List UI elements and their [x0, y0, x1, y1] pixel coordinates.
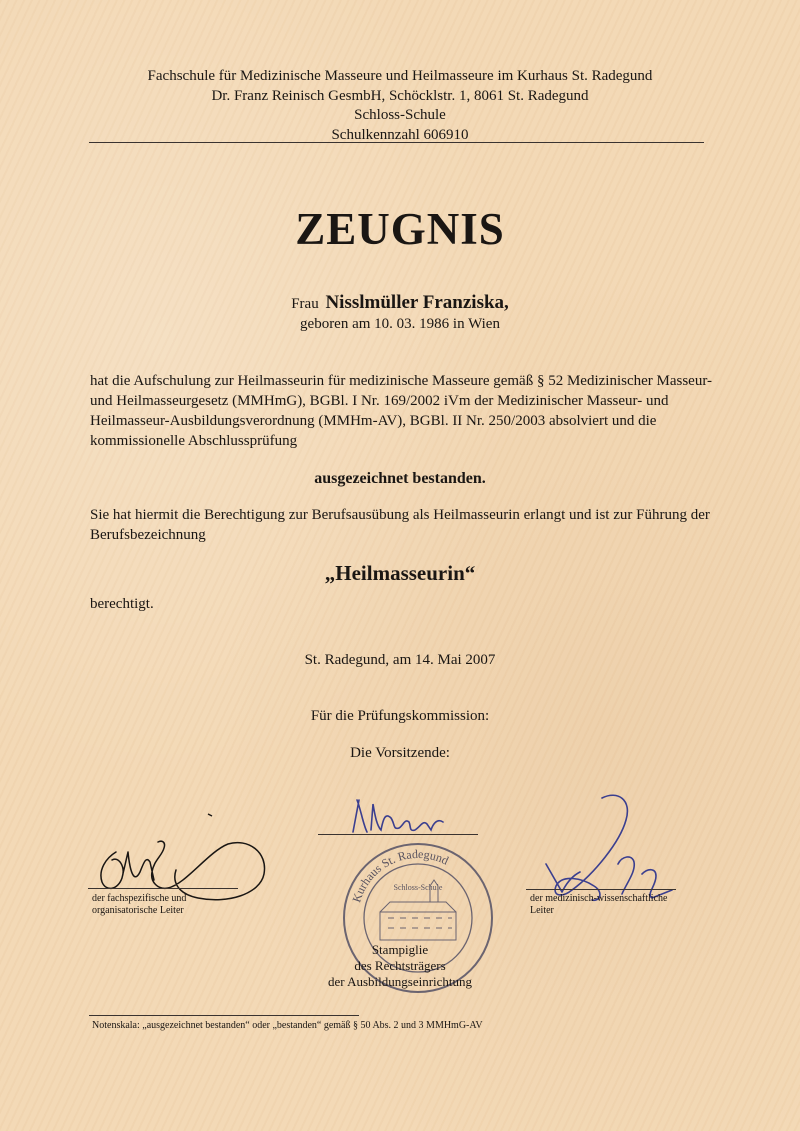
school-subname-line: Schloss-Schule — [354, 107, 446, 123]
closing-word: berechtigt. — [90, 596, 154, 612]
professional-title: „Heilmasseurin“ — [324, 561, 476, 585]
right-signature-line — [526, 889, 676, 890]
right-label-line2: Leiter — [530, 905, 554, 916]
school-code-line: Schulkennzahl 606910 — [331, 126, 469, 143]
stamp-label-line3: der Ausbildungseinrichtung — [327, 974, 473, 989]
stamp-label — [300, 942, 500, 990]
operator-line: Dr. Franz Reinisch GesmbH, Schöcklstr. 1, 8061 St. Radegund — [211, 87, 589, 104]
grading-scale-note: Notenskala: „ausgezeichnet bestanden“ oder „bestanden“ gemäß § 50 Abs. 2 und 3 MMHmG-AV — [92, 1020, 483, 1031]
recipient-line — [0, 292, 800, 314]
stamp-label-line2: des Rechtsträgers — [354, 958, 446, 973]
header-divider — [89, 142, 704, 143]
footnote-divider — [89, 1015, 359, 1016]
place-and-date: St. Radegund, am 14. Mai 2007 — [304, 652, 496, 668]
authorization-paragraph: Sie hat hiermit die Berechtigung zur Berufsausübung als Heilmasseurin erlangt und ist zur Führung der Berufsbezeichnung — [90, 507, 710, 543]
chair-heading: Die Vorsitzende: — [350, 745, 450, 761]
left-label-line1: der fachspezifische und — [92, 893, 187, 904]
school-header — [0, 67, 800, 145]
right-signatory-label — [530, 893, 667, 917]
recipient-birth: geboren am 10. 03. 1986 in Wien — [300, 316, 500, 332]
school-name-line: Fachschule für Medizinische Masseure und Heilmasseure im Kurhaus St. Radegund — [147, 68, 653, 84]
left-label-line2: organisatorische Leiter — [92, 905, 184, 916]
left-signature-line — [88, 888, 238, 889]
stamp-inner-text: Schloss-Schule — [393, 883, 443, 892]
document-title: ZEUGNIS — [295, 204, 505, 254]
exam-result: ausgezeichnet bestanden. — [314, 470, 486, 487]
recipient-name: Nisslmüller Franziska, — [325, 292, 509, 313]
recipient-salutation: Frau — [291, 296, 319, 312]
stamp-label-line1: Stampiglie — [371, 942, 429, 957]
stamp-ring-text: Kurhaus St. Radegund — [349, 846, 451, 905]
commission-heading: Für die Prüfungskommission: — [310, 708, 490, 724]
right-label-line1: der medizinisch-wissenschaftliche — [530, 893, 668, 904]
chair-signature — [345, 790, 465, 840]
left-signatory-label — [92, 893, 186, 917]
qualification-paragraph: hat die Aufschulung zur Heilmasseurin für medizinische Masseure gemäß § 52 Medizinischer Masseur- und Heilmasseurgesetz (MMHmG), BGBl. I Nr. 169/2002 iVm der Medizinischer Masseur- und Heilmasseur-Ausbildungsverordnung (MMHm-AV), BGBl. II Nr. 250/2003 absolviert und die kommissionelle Abschlussprüfung — [90, 373, 713, 449]
